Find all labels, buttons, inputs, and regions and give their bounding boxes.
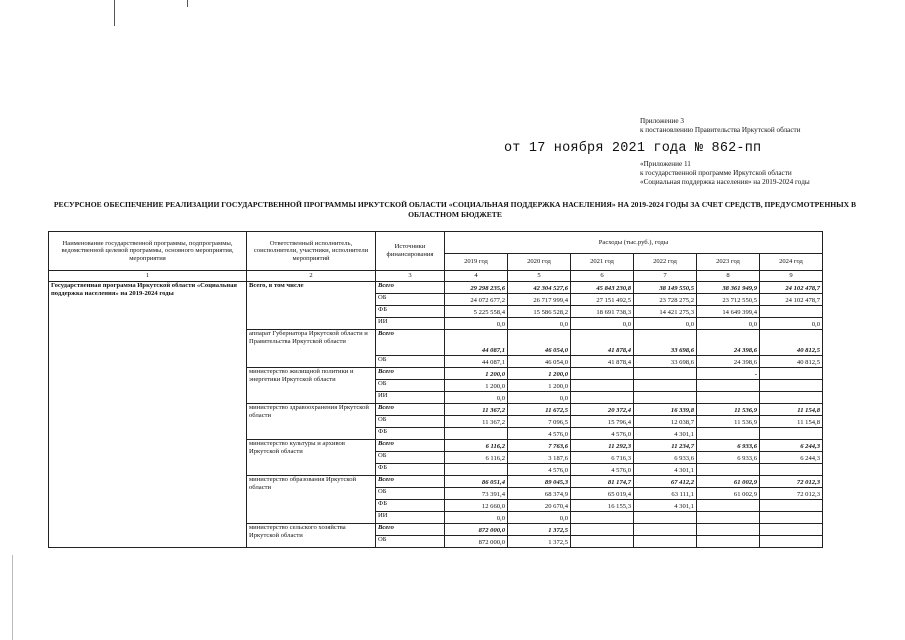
prev-appendix-line: «Приложение 11 — [640, 160, 691, 168]
header-year: 2024 год — [760, 254, 823, 271]
amount-cell — [697, 392, 760, 404]
prev-appendix-line: «Социальная поддержка населения» на 2019-2024 годы — [640, 178, 810, 186]
source-cell: ОБ — [376, 294, 445, 306]
amount-cell: 0,0 — [445, 392, 508, 404]
source-cell: Всего — [376, 330, 445, 356]
source-cell: Всего — [376, 476, 445, 488]
source-cell: Всего — [376, 440, 445, 452]
source-cell: ОБ — [376, 380, 445, 392]
amount-cell — [760, 536, 823, 548]
amount-cell — [634, 524, 697, 536]
amount-cell: 40 812,5 — [760, 356, 823, 368]
amount-cell — [634, 380, 697, 392]
amount-cell — [760, 392, 823, 404]
amount-cell: 4 576,0 — [571, 428, 634, 440]
amount-cell — [571, 512, 634, 524]
amount-cell — [697, 500, 760, 512]
amount-cell: 24 072 677,2 — [445, 294, 508, 306]
amount-cell: 12 038,7 — [634, 416, 697, 428]
amount-cell: 11 154,8 — [760, 416, 823, 428]
amount-cell — [634, 368, 697, 380]
amount-cell — [571, 368, 634, 380]
amount-cell: 44 087,1 — [445, 330, 508, 356]
amount-cell: 1 200,0 — [508, 368, 571, 380]
scan-mark — [114, 0, 115, 26]
amount-cell: 1 200,0 — [445, 380, 508, 392]
amount-cell — [697, 380, 760, 392]
amount-cell: 16 155,3 — [571, 500, 634, 512]
amount-cell: 11 234,7 — [634, 440, 697, 452]
resource-table — [48, 231, 823, 548]
amount-cell: 11 292,3 — [571, 440, 634, 452]
table-row — [49, 282, 823, 294]
amount-cell: 1 372,5 — [508, 524, 571, 536]
amount-cell: 12 660,0 — [445, 500, 508, 512]
header-year: 2023 год — [697, 254, 760, 271]
amount-cell: 14 421 275,3 — [634, 306, 697, 318]
source-cell: ОБ — [376, 416, 445, 428]
amount-cell: 29 298 235,6 — [445, 282, 508, 294]
source-cell: ФБ — [376, 306, 445, 318]
amount-cell — [760, 380, 823, 392]
amount-cell: 0,0 — [508, 512, 571, 524]
amount-cell: 6 716,3 — [571, 452, 634, 464]
amount-cell: 0,0 — [634, 318, 697, 330]
amount-cell: 11 536,9 — [697, 404, 760, 416]
appendix-line: Приложение 3 — [640, 117, 684, 125]
amount-cell: 4 301,1 — [634, 428, 697, 440]
amount-cell: 89 045,3 — [508, 476, 571, 488]
amount-cell: 0,0 — [697, 318, 760, 330]
amount-cell: 61 002,9 — [697, 476, 760, 488]
program-name-cell: Государственная программа Иркутской области «Социальная поддержка населения» на 2019-2024 годы — [49, 282, 247, 548]
amount-cell: - — [697, 368, 760, 380]
amount-cell — [697, 464, 760, 476]
amount-cell: 46 054,0 — [508, 356, 571, 368]
amount-cell: 3 187,6 — [508, 452, 571, 464]
amount-cell: 45 843 230,8 — [571, 282, 634, 294]
amount-cell: 23 712 550,5 — [697, 294, 760, 306]
amount-cell: 5 225 558,4 — [445, 306, 508, 318]
executor-cell: министерство здравоохранения Иркутской области — [247, 404, 376, 440]
amount-cell — [760, 524, 823, 536]
executor-cell: министерство образования Иркутской области — [247, 476, 376, 524]
amount-cell: 0,0 — [571, 318, 634, 330]
amount-cell: 73 391,4 — [445, 488, 508, 500]
amount-cell: 46 054,0 — [508, 330, 571, 356]
amount-cell — [571, 392, 634, 404]
amount-cell: 16 339,8 — [634, 404, 697, 416]
column-number: 4 — [445, 271, 508, 282]
executor-cell: министерство сельского хозяйства Иркутской области — [247, 524, 376, 548]
source-cell: Всего — [376, 368, 445, 380]
amount-cell: 11 154,8 — [760, 404, 823, 416]
amount-cell: 14 649 399,4 — [697, 306, 760, 318]
prev-appendix-line: к государственной программе Иркутской области — [640, 169, 792, 177]
amount-cell: 6 244,3 — [760, 440, 823, 452]
amount-cell — [760, 464, 823, 476]
executor-cell: министерство жилищной политики и энергетики Иркутской области — [247, 368, 376, 404]
amount-cell: 4 576,0 — [508, 464, 571, 476]
amount-cell: 6 244,3 — [760, 452, 823, 464]
amount-cell — [445, 464, 508, 476]
source-cell: ОБ — [376, 452, 445, 464]
column-number: 1 — [49, 271, 247, 282]
amount-cell — [697, 512, 760, 524]
amount-cell: 11 367,2 — [445, 404, 508, 416]
amount-cell: 63 111,1 — [634, 488, 697, 500]
amount-cell: 68 374,9 — [508, 488, 571, 500]
amount-cell: 7 096,5 — [508, 416, 571, 428]
source-cell: ИИ — [376, 318, 445, 330]
amount-cell: 24 398,6 — [697, 330, 760, 356]
source-cell: ФБ — [376, 500, 445, 512]
amount-cell — [697, 524, 760, 536]
column-number-row — [49, 271, 823, 282]
amount-cell: 18 691 738,3 — [571, 306, 634, 318]
amount-cell: 27 151 492,5 — [571, 294, 634, 306]
amount-cell: 0,0 — [760, 318, 823, 330]
amount-cell: 86 051,4 — [445, 476, 508, 488]
amount-cell — [697, 536, 760, 548]
amount-cell: 61 002,9 — [697, 488, 760, 500]
amount-cell — [571, 536, 634, 548]
source-cell: Всего — [376, 524, 445, 536]
amount-cell: 6 933,6 — [634, 452, 697, 464]
amount-cell: 41 878,4 — [571, 330, 634, 356]
decree-stamp: от 17 ноября 2021 года № 862-пп — [504, 141, 762, 156]
amount-cell — [634, 392, 697, 404]
amount-cell: 15 586 528,2 — [508, 306, 571, 318]
amount-cell — [571, 524, 634, 536]
header-source: Источники финансирования — [376, 232, 445, 271]
amount-cell — [634, 536, 697, 548]
amount-cell: 15 796,4 — [571, 416, 634, 428]
amount-cell: 1 200,0 — [445, 368, 508, 380]
column-number: 7 — [634, 271, 697, 282]
source-cell: ОБ — [376, 536, 445, 548]
document-title: РЕСУРСНОЕ ОБЕСПЕЧЕНИЕ РЕАЛИЗАЦИИ ГОСУДАРСТВЕННОЙ ПРОГРАММЫ ИРКУТСКОЙ ОБЛАСТИ «СОЦИАЛЬНАЯ ПОДДЕРЖКА НАСЕЛЕНИЯ» НА 2019-2024 ГОДЫ ЗА СЧЕТ СРЕДСТВ, ПРЕДУСМОТРЕННЫХ В ОБЛАСТНОМ БЮДЖЕТЕ — [53, 200, 857, 219]
amount-cell: 872 000,0 — [445, 524, 508, 536]
amount-cell: 0,0 — [445, 318, 508, 330]
amount-cell: 41 878,4 — [571, 356, 634, 368]
amount-cell: 44 087,1 — [445, 356, 508, 368]
amount-cell: 20 670,4 — [508, 500, 571, 512]
header-year: 2019 год — [445, 254, 508, 271]
amount-cell: 6 116,2 — [445, 440, 508, 452]
header-year: 2022 год — [634, 254, 697, 271]
executor-cell: Всего, в том числе — [247, 282, 376, 330]
amount-cell: 6 933,6 — [697, 440, 760, 452]
amount-cell: 33 698,6 — [634, 330, 697, 356]
amount-cell — [760, 500, 823, 512]
amount-cell: 872 000,0 — [445, 536, 508, 548]
amount-cell: 1 372,5 — [508, 536, 571, 548]
source-cell: Всего — [376, 282, 445, 294]
amount-cell: 67 412,2 — [634, 476, 697, 488]
amount-cell: 42 304 527,6 — [508, 282, 571, 294]
amount-cell: 11 367,2 — [445, 416, 508, 428]
column-number: 8 — [697, 271, 760, 282]
amount-cell — [697, 428, 760, 440]
column-number: 2 — [247, 271, 376, 282]
amount-cell: 20 372,4 — [571, 404, 634, 416]
amount-cell — [760, 512, 823, 524]
amount-cell: 24 102 478,7 — [760, 282, 823, 294]
amount-cell: 0,0 — [508, 318, 571, 330]
amount-cell: 23 728 275,2 — [634, 294, 697, 306]
amount-cell: 65 019,4 — [571, 488, 634, 500]
amount-cell: 38 149 550,5 — [634, 282, 697, 294]
column-number: 3 — [376, 271, 445, 282]
executor-cell: аппарат Губернатора Иркутской области и Правительства Иркутской области — [247, 330, 376, 368]
source-cell: ФБ — [376, 464, 445, 476]
amount-cell: 11 536,9 — [697, 416, 760, 428]
appendix-line: к постановлению Правительства Иркутской области — [640, 126, 801, 134]
header-year: 2020 год — [508, 254, 571, 271]
amount-cell: 72 012,3 — [760, 476, 823, 488]
amount-cell — [760, 306, 823, 318]
column-number: 5 — [508, 271, 571, 282]
amount-cell: 6 933,6 — [697, 452, 760, 464]
source-cell: ОБ — [376, 488, 445, 500]
amount-cell — [571, 380, 634, 392]
amount-cell: 1 200,0 — [508, 380, 571, 392]
scan-mark — [187, 0, 188, 7]
amount-cell: 72 012,3 — [760, 488, 823, 500]
amount-cell: 24 398,6 — [697, 356, 760, 368]
column-number: 9 — [760, 271, 823, 282]
source-cell: ФБ — [376, 428, 445, 440]
header-name: Наименование государственной программы, подпрограммы, ведомственной целевой программы, основного мероприятия, мероприятия — [49, 232, 247, 271]
amount-cell: 4 301,1 — [634, 464, 697, 476]
amount-cell: 7 763,6 — [508, 440, 571, 452]
header-executor: Ответственный исполнитель, соисполнители, участники, исполнители мероприятий — [247, 232, 376, 271]
source-cell: ОБ — [376, 356, 445, 368]
amount-cell: 33 698,6 — [634, 356, 697, 368]
header-year: 2021 год — [571, 254, 634, 271]
amount-cell: 4 301,1 — [634, 500, 697, 512]
amount-cell: 4 576,0 — [508, 428, 571, 440]
scan-mark — [12, 555, 13, 640]
amount-cell: 26 717 999,4 — [508, 294, 571, 306]
amount-cell: 38 361 949,9 — [697, 282, 760, 294]
amount-cell: 6 116,2 — [445, 452, 508, 464]
column-number: 6 — [571, 271, 634, 282]
source-cell: ИИ — [376, 512, 445, 524]
amount-cell: 81 174,7 — [571, 476, 634, 488]
executor-cell: министерство культуры и архивов Иркутской области — [247, 440, 376, 476]
header-expenses: Расходы (тыс.руб.), годы — [445, 232, 823, 254]
amount-cell: 0,0 — [508, 392, 571, 404]
amount-cell: 11 672,5 — [508, 404, 571, 416]
amount-cell: 40 812,5 — [760, 330, 823, 356]
amount-cell — [445, 428, 508, 440]
amount-cell — [760, 368, 823, 380]
amount-cell — [760, 428, 823, 440]
source-cell: ИИ — [376, 392, 445, 404]
amount-cell: 0,0 — [445, 512, 508, 524]
amount-cell: 24 102 478,7 — [760, 294, 823, 306]
amount-cell: 4 576,0 — [571, 464, 634, 476]
source-cell: Всего — [376, 404, 445, 416]
amount-cell — [634, 512, 697, 524]
